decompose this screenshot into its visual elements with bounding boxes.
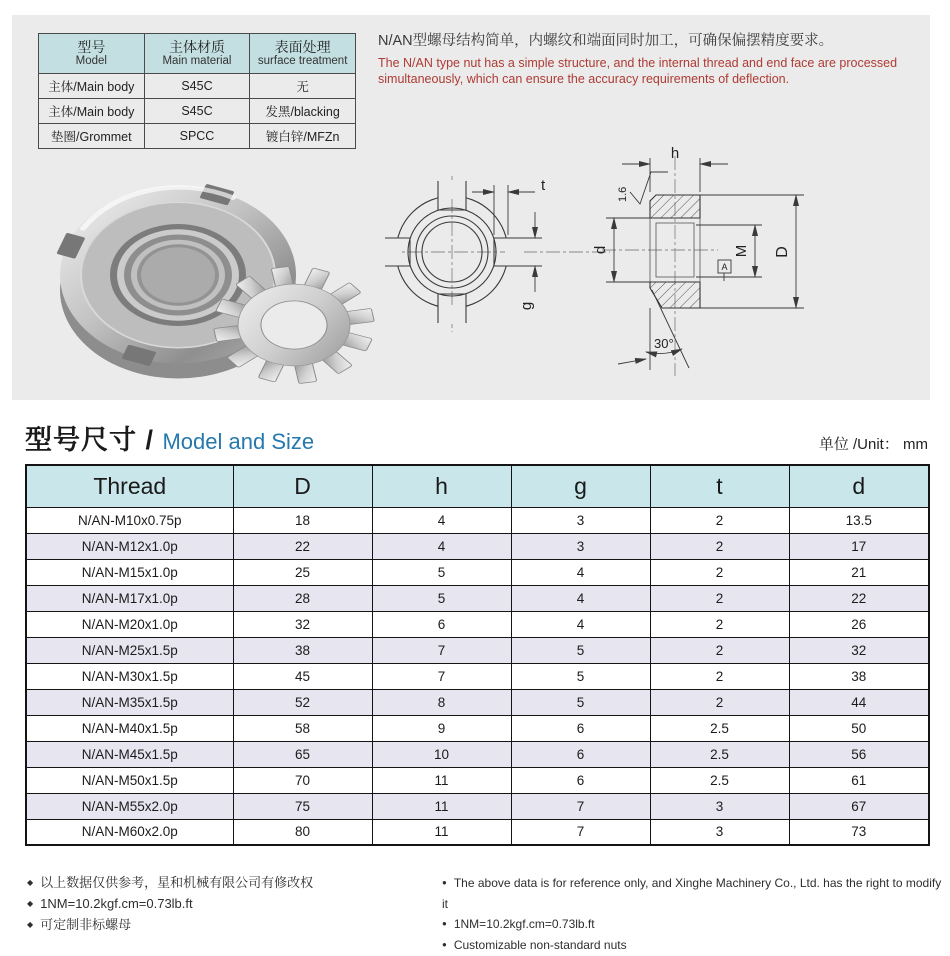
- size-table-row: [26, 585, 929, 611]
- dim-label-D: D: [774, 246, 791, 258]
- materials-cell-material: SPCC: [144, 124, 250, 149]
- size-table-row: [26, 663, 929, 689]
- materials-cell-treatment: 发黑/blacking: [250, 99, 356, 124]
- dim-label-M: M: [733, 244, 750, 258]
- datum-label: A: [721, 262, 728, 272]
- cell-t: 2: [650, 559, 789, 585]
- cell-thread: N/AN-M15x1.0p: [26, 559, 233, 585]
- dim-label-d: d: [592, 245, 609, 255]
- materials-header-cell: [250, 34, 356, 74]
- cell-thread: N/AN-M10x0.75p: [26, 507, 233, 533]
- footnote-item: ● The above data is for reference only, and Xinghe Machinery Co., Ltd. has the right to modify it: [442, 873, 950, 914]
- cell-d: 50: [789, 715, 929, 741]
- cell-d: 61: [789, 767, 929, 793]
- dim-label-angle: 30°: [654, 336, 674, 351]
- materials-row: [39, 99, 356, 124]
- info-panel: [12, 15, 930, 400]
- cell-h: 7: [372, 663, 511, 689]
- description-en: The N/AN type nut has a simple structure, and the internal thread and end face are processed simultaneously, which can ensure the accuracy requirements of deflection.: [378, 56, 898, 87]
- cell-thread: N/AN-M35x1.5p: [26, 689, 233, 715]
- materials-header-zh: 型号: [77, 39, 106, 56]
- cell-d: 38: [789, 663, 929, 689]
- size-table-row: [26, 611, 929, 637]
- cell-g: 4: [511, 611, 650, 637]
- cell-h: 5: [372, 585, 511, 611]
- cell-h: 7: [372, 637, 511, 663]
- cell-D: 25: [233, 559, 372, 585]
- section-title-zh: 型号尺寸 /: [25, 425, 155, 455]
- cell-D: 80: [233, 819, 372, 845]
- materials-table: [38, 33, 356, 149]
- cell-g: 7: [511, 793, 650, 819]
- cell-d: 67: [789, 793, 929, 819]
- cell-D: 70: [233, 767, 372, 793]
- materials-cell-treatment: 镀白锌/MFZn: [250, 124, 356, 149]
- cell-d: 73: [789, 819, 929, 845]
- cell-g: 6: [511, 741, 650, 767]
- cell-D: 65: [233, 741, 372, 767]
- footnote-item: ◆ 可定制非标螺母: [27, 914, 313, 935]
- size-table-row: [26, 767, 929, 793]
- cell-h: 11: [372, 793, 511, 819]
- roughness-value: 1.6: [617, 186, 629, 202]
- materials-header-row: [39, 34, 356, 74]
- materials-cell-material: S45C: [144, 74, 250, 99]
- cell-g: 4: [511, 585, 650, 611]
- footnotes-right: [442, 873, 950, 956]
- dim-label-h: h: [670, 145, 680, 162]
- cell-g: 7: [511, 819, 650, 845]
- materials-header-en: Model: [75, 55, 107, 68]
- cell-g: 3: [511, 507, 650, 533]
- cell-d: 17: [789, 533, 929, 559]
- unit-label: 单位 /Unit： mm: [818, 436, 928, 453]
- cell-g: 6: [511, 715, 650, 741]
- size-table-header-cell: D: [233, 465, 372, 507]
- materials-header-cell: [144, 34, 250, 74]
- cell-D: 58: [233, 715, 372, 741]
- cell-d: 56: [789, 741, 929, 767]
- cell-h: 11: [372, 767, 511, 793]
- size-table-header-cell: h: [372, 465, 511, 507]
- materials-table-body: [39, 74, 356, 149]
- dim-label-g: g: [518, 301, 535, 311]
- cell-t: 2: [650, 637, 789, 663]
- cell-thread: N/AN-M55x2.0p: [26, 793, 233, 819]
- cell-d: 13.5: [789, 507, 929, 533]
- cell-t: 2.5: [650, 741, 789, 767]
- cell-d: 26: [789, 611, 929, 637]
- size-table-header-row: [26, 465, 929, 507]
- materials-header-cell: [39, 34, 145, 74]
- size-table-header-cell: g: [511, 465, 650, 507]
- size-table-body: [26, 507, 929, 845]
- cell-D: 22: [233, 533, 372, 559]
- materials-header-en: surface treatment: [257, 55, 348, 68]
- size-table-row: [26, 715, 929, 741]
- size-table-header-cell: d: [789, 465, 929, 507]
- materials-row: [39, 74, 356, 99]
- cell-thread: N/AN-M50x1.5p: [26, 767, 233, 793]
- section-view-drawing: [590, 130, 820, 380]
- materials-row: [39, 124, 356, 149]
- cell-t: 3: [650, 819, 789, 845]
- materials-cell-material: S45C: [144, 99, 250, 124]
- materials-cell-part: 主体/Main body: [39, 99, 145, 124]
- size-table-header-cell: Thread: [26, 465, 233, 507]
- footnotes-left: [27, 872, 313, 935]
- product-description: [378, 29, 923, 88]
- size-table-row: [26, 741, 929, 767]
- cell-t: 2.5: [650, 767, 789, 793]
- cell-t: 2: [650, 663, 789, 689]
- cell-d: 44: [789, 689, 929, 715]
- cell-thread: N/AN-M25x1.5p: [26, 637, 233, 663]
- materials-header-zh: 主体材质: [168, 39, 225, 56]
- cell-h: 9: [372, 715, 511, 741]
- cell-h: 4: [372, 533, 511, 559]
- materials-header-en: Main material: [162, 55, 232, 68]
- cell-D: 28: [233, 585, 372, 611]
- product-photo: [28, 163, 378, 398]
- cell-thread: N/AN-M40x1.5p: [26, 715, 233, 741]
- cell-d: 22: [789, 585, 929, 611]
- materials-cell-part: 垫圈/Grommet: [39, 124, 145, 149]
- size-table-row: [26, 793, 929, 819]
- cell-g: 3: [511, 533, 650, 559]
- cell-t: 2: [650, 533, 789, 559]
- cell-h: 11: [372, 819, 511, 845]
- size-table-row: [26, 559, 929, 585]
- cell-h: 5: [372, 559, 511, 585]
- size-table-row: [26, 507, 929, 533]
- cell-thread: N/AN-M17x1.0p: [26, 585, 233, 611]
- size-table: [25, 464, 930, 846]
- cell-thread: N/AN-M20x1.0p: [26, 611, 233, 637]
- footnote-item: ◆ 1NM=10.2kgf.cm=0.73lb.ft: [27, 893, 313, 914]
- materials-cell-part: 主体/Main body: [39, 74, 145, 99]
- cell-g: 6: [511, 767, 650, 793]
- cell-thread: N/AN-M30x1.5p: [26, 663, 233, 689]
- cell-t: 2: [650, 611, 789, 637]
- cell-thread: N/AN-M45x1.5p: [26, 741, 233, 767]
- cell-h: 6: [372, 611, 511, 637]
- description-zh: N/AN型螺母结构简单，内螺纹和端面同时加工，可确保偏摆精度要求。: [378, 33, 834, 49]
- front-view-drawing: [385, 140, 610, 395]
- cell-thread: N/AN-M12x1.0p: [26, 533, 233, 559]
- cell-g: 4: [511, 559, 650, 585]
- cell-g: 5: [511, 637, 650, 663]
- footnote-item: ◆ 以上数据仅供参考，星和机械有限公司有修改权: [27, 872, 313, 893]
- section-title: [25, 418, 314, 457]
- cell-d: 32: [789, 637, 929, 663]
- footnote-item: ● 1NM=10.2kgf.cm=0.73lb.ft: [442, 914, 950, 935]
- cell-t: 2.5: [650, 715, 789, 741]
- size-table-row: [26, 533, 929, 559]
- cell-D: 45: [233, 663, 372, 689]
- materials-cell-treatment: 无: [250, 74, 356, 99]
- cell-h: 4: [372, 507, 511, 533]
- cell-D: 38: [233, 637, 372, 663]
- cell-d: 21: [789, 559, 929, 585]
- cell-h: 8: [372, 689, 511, 715]
- size-table-row: [26, 689, 929, 715]
- section-title-en: Model and Size: [162, 429, 315, 454]
- cell-t: 2: [650, 585, 789, 611]
- size-table-row: [26, 819, 929, 845]
- cell-g: 5: [511, 663, 650, 689]
- cell-D: 52: [233, 689, 372, 715]
- size-table-row: [26, 637, 929, 663]
- dim-label-t: t: [541, 177, 546, 194]
- cell-g: 5: [511, 689, 650, 715]
- cell-t: 3: [650, 793, 789, 819]
- cell-t: 2: [650, 507, 789, 533]
- materials-header-zh: 表面处理: [274, 39, 331, 56]
- footnote-item: ● Customizable non-standard nuts: [442, 935, 950, 956]
- cell-D: 32: [233, 611, 372, 637]
- cell-h: 10: [372, 741, 511, 767]
- cell-t: 2: [650, 689, 789, 715]
- cell-D: 18: [233, 507, 372, 533]
- cell-thread: N/AN-M60x2.0p: [26, 819, 233, 845]
- cell-D: 75: [233, 793, 372, 819]
- size-table-header-cell: t: [650, 465, 789, 507]
